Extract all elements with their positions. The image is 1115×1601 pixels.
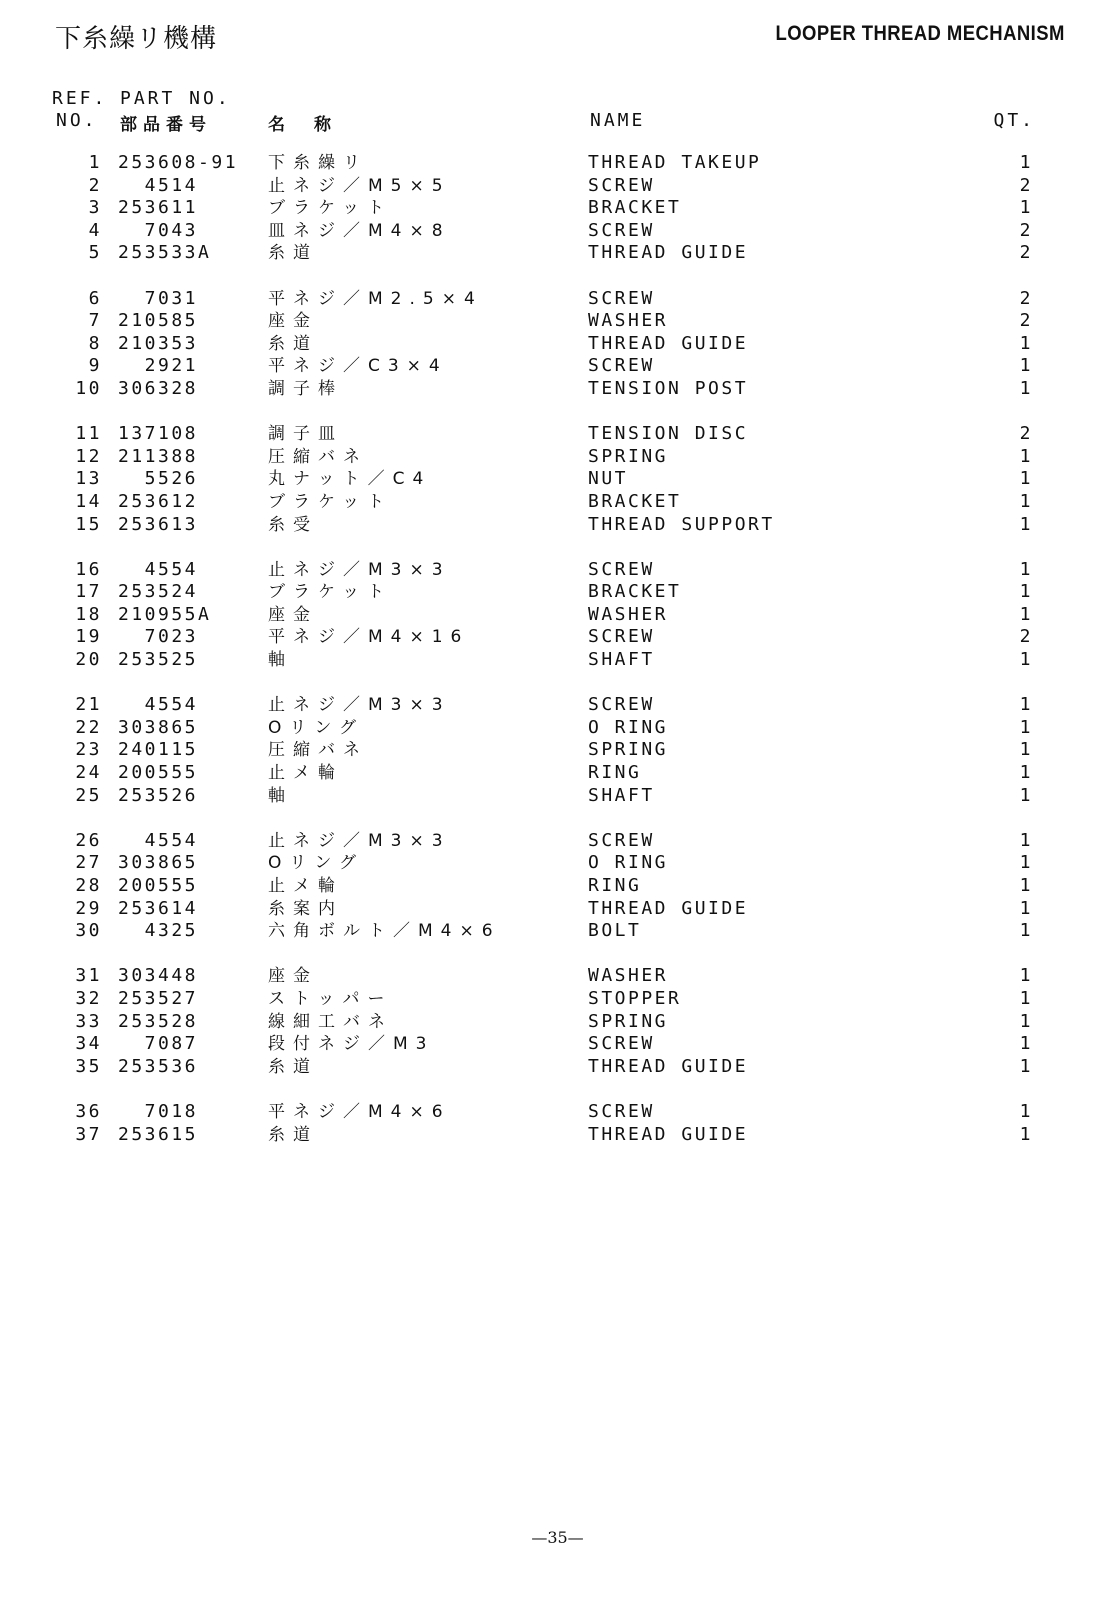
parts-table	[0, 152, 1115, 1146]
ref-number: 11	[75, 423, 102, 445]
ref-number: 8	[88, 332, 102, 354]
part-name: SPRING	[588, 739, 669, 761]
table-row	[0, 762, 1115, 785]
quantity: 1	[1019, 490, 1033, 512]
table-row	[0, 604, 1115, 627]
table-row	[0, 1011, 1115, 1034]
ref-number: 9	[88, 355, 102, 377]
quantity: 1	[1019, 784, 1033, 806]
ref-number: 33	[75, 1010, 102, 1032]
part-number: 4554	[118, 829, 199, 851]
ref-number: 37	[75, 1123, 102, 1145]
part-number: 7043	[118, 219, 199, 241]
quantity: 1	[1019, 468, 1033, 490]
table-row	[0, 717, 1115, 740]
part-name: NUT	[588, 468, 629, 490]
ref-number: 25	[75, 784, 102, 806]
part-name: SCREW	[588, 174, 655, 196]
ref-number: 31	[75, 965, 102, 987]
part-name-japanese: 止ネジ／M3×3	[268, 830, 451, 851]
table-row	[0, 581, 1115, 604]
part-name: RING	[588, 762, 642, 784]
part-name: O RING	[588, 716, 669, 738]
ref-number: 26	[75, 829, 102, 851]
table-row	[0, 1056, 1115, 1079]
ref-number: 28	[75, 875, 102, 896]
table-row	[0, 649, 1115, 672]
table-row	[0, 220, 1115, 243]
column-header-part-line1: PART NO.	[120, 88, 231, 109]
quantity: 1	[1019, 762, 1033, 784]
ref-number: 14	[75, 490, 102, 512]
quantity: 1	[1019, 581, 1033, 603]
ref-number: 17	[75, 581, 102, 603]
part-name: BRACKET	[588, 197, 682, 219]
table-row	[0, 694, 1115, 717]
table-row	[0, 242, 1115, 265]
part-number: 253615	[118, 1123, 199, 1145]
part-name-japanese: 糸案内	[268, 898, 343, 919]
table-row	[0, 175, 1115, 198]
part-name-japanese: 六角ボルト／M4×6	[268, 921, 501, 942]
quantity: 1	[1019, 649, 1033, 671]
part-name-japanese: 平ネジ／M2.5×4	[268, 288, 483, 309]
ref-number: 5	[88, 242, 102, 264]
table-row	[0, 965, 1115, 988]
part-number: 7023	[118, 626, 199, 648]
table-row	[0, 491, 1115, 514]
part-name: O RING	[588, 852, 669, 874]
part-name: BRACKET	[588, 581, 682, 603]
table-row	[0, 152, 1115, 175]
ref-number: 20	[75, 649, 102, 671]
part-number: 253613	[118, 513, 199, 535]
table-row	[0, 446, 1115, 469]
quantity: 2	[1019, 242, 1033, 264]
part-number: 240115	[118, 739, 199, 761]
part-number: 2921	[118, 355, 199, 377]
part-number: 303865	[118, 852, 199, 874]
ref-number: 2	[88, 174, 102, 196]
quantity: 1	[1019, 1033, 1033, 1055]
part-name-japanese: 座金	[268, 311, 318, 332]
part-name-japanese: 調子棒	[268, 378, 343, 399]
table-row	[0, 1124, 1115, 1147]
part-name: STOPPER	[588, 987, 682, 1009]
part-name-japanese: 圧縮バネ	[268, 740, 368, 761]
quantity: 1	[1019, 445, 1033, 467]
column-header-qty: QT.	[993, 110, 1035, 131]
quantity: 1	[1019, 152, 1033, 173]
ref-number: 18	[75, 603, 102, 625]
ref-number: 7	[88, 310, 102, 332]
part-number: 210353	[118, 332, 199, 354]
part-number: 253614	[118, 897, 199, 919]
part-number: 7087	[118, 1033, 199, 1055]
part-number: 210585	[118, 310, 199, 332]
table-row	[0, 739, 1115, 762]
part-name: SPRING	[588, 1010, 669, 1032]
part-name-japanese: 平ネジ／M4×6	[268, 1101, 451, 1122]
table-row	[0, 355, 1115, 378]
part-name: BOLT	[588, 920, 642, 942]
quantity: 1	[1019, 332, 1033, 354]
part-name-japanese: 糸道	[268, 243, 318, 264]
part-name: WASHER	[588, 310, 669, 332]
part-number: 211388	[118, 445, 199, 467]
part-name-japanese: 止メ輪	[268, 876, 343, 896]
table-row	[0, 785, 1115, 808]
column-header-name: NAME	[590, 110, 646, 131]
ref-number: 27	[75, 852, 102, 874]
table-row	[0, 920, 1115, 943]
table-row	[0, 1033, 1115, 1056]
part-name-japanese: 皿ネジ／M4×8	[268, 220, 451, 241]
part-name: SPRING	[588, 445, 669, 467]
column-header-name-jp: 名 称	[268, 115, 337, 135]
part-name-japanese: 止メ輪	[268, 763, 343, 784]
part-name-japanese: 糸道	[268, 1056, 318, 1077]
part-name-japanese: 座金	[268, 604, 318, 625]
ref-number: 6	[88, 287, 102, 309]
part-name: THREAD TAKEUP	[588, 152, 762, 173]
part-name: THREAD GUIDE	[588, 1055, 749, 1077]
part-name: SCREW	[588, 626, 655, 648]
part-number: 253536	[118, 1055, 199, 1077]
quantity: 1	[1019, 965, 1033, 987]
column-header-ref-line1: REF.	[52, 88, 108, 109]
part-number: 4514	[118, 174, 199, 196]
part-name-japanese: 下糸繰リ	[268, 153, 368, 173]
quantity: 1	[1019, 875, 1033, 896]
part-number: 303448	[118, 965, 199, 987]
ref-number: 36	[75, 1100, 102, 1122]
quantity: 1	[1019, 603, 1033, 625]
quantity: 1	[1019, 355, 1033, 377]
part-name: THREAD GUIDE	[588, 1123, 749, 1145]
quantity: 1	[1019, 377, 1033, 399]
quantity: 1	[1019, 1100, 1033, 1122]
ref-number: 13	[75, 468, 102, 490]
part-name: RING	[588, 875, 642, 896]
quantity: 2	[1019, 219, 1033, 241]
table-row	[0, 988, 1115, 1011]
quantity: 1	[1019, 1010, 1033, 1032]
part-name-japanese: 軸	[268, 785, 293, 806]
part-name-japanese: ブラケット	[268, 491, 393, 512]
ref-number: 21	[75, 694, 102, 716]
table-row	[0, 626, 1115, 649]
part-name: WASHER	[588, 965, 669, 987]
part-name-japanese: 座金	[268, 966, 318, 987]
table-row	[0, 875, 1115, 898]
ref-number: 34	[75, 1033, 102, 1055]
part-number: 4554	[118, 558, 199, 580]
quantity: 1	[1019, 716, 1033, 738]
part-number: 253527	[118, 987, 199, 1009]
part-number: 253526	[118, 784, 199, 806]
part-number: 253525	[118, 649, 199, 671]
page-number: —35—	[531, 1528, 584, 1547]
ref-number: 22	[75, 716, 102, 738]
column-header-part-line2: 部品番号	[120, 115, 212, 135]
table-row	[0, 423, 1115, 446]
ref-number: 12	[75, 445, 102, 467]
ref-number: 16	[75, 558, 102, 580]
ref-number: 29	[75, 897, 102, 919]
part-number: 7031	[118, 287, 199, 309]
part-name: SCREW	[588, 829, 655, 851]
part-number: 306328	[118, 377, 199, 399]
part-name: SCREW	[588, 1033, 655, 1055]
part-number: 253524	[118, 581, 199, 603]
quantity: 1	[1019, 1123, 1033, 1145]
part-number: 5526	[118, 468, 199, 490]
ref-number: 19	[75, 626, 102, 648]
table-row	[0, 468, 1115, 491]
part-name-japanese: 糸道	[268, 1124, 318, 1145]
table-row	[0, 830, 1115, 853]
quantity: 1	[1019, 513, 1033, 535]
part-name: THREAD GUIDE	[588, 332, 749, 354]
part-number: 4554	[118, 694, 199, 716]
ref-number: 24	[75, 762, 102, 784]
quantity: 2	[1019, 174, 1033, 196]
part-name-japanese: 糸道	[268, 333, 318, 354]
quantity: 1	[1019, 920, 1033, 942]
page-title-japanese: 下糸繰リ機構	[55, 24, 218, 54]
part-name: SCREW	[588, 694, 655, 716]
ref-number: 10	[75, 377, 102, 399]
ref-number: 23	[75, 739, 102, 761]
part-number: 253528	[118, 1010, 199, 1032]
part-name-japanese: ブラケット	[268, 582, 393, 603]
part-number: 253533A	[118, 242, 212, 264]
part-name: BRACKET	[588, 490, 682, 512]
ref-number: 4	[88, 219, 102, 241]
quantity: 1	[1019, 197, 1033, 219]
part-name: SCREW	[588, 1100, 655, 1122]
part-name-japanese: 止ネジ／M3×3	[268, 559, 451, 580]
part-name: TENSION POST	[588, 377, 749, 399]
table-row	[0, 333, 1115, 356]
part-number: 253612	[118, 490, 199, 512]
page-title-english: LOOPER THREAD MECHANISM	[775, 22, 1065, 45]
part-name-japanese: 止ネジ／M3×3	[268, 695, 451, 716]
part-name-japanese: 段付ネジ／M3	[268, 1034, 435, 1055]
part-name: SHAFT	[588, 649, 655, 671]
quantity: 1	[1019, 897, 1033, 919]
part-name-japanese: 丸ナット／C4	[268, 469, 432, 490]
part-name: THREAD SUPPORT	[588, 513, 775, 535]
part-name-japanese: Oリング	[268, 717, 365, 738]
quantity: 1	[1019, 739, 1033, 761]
part-name: SCREW	[588, 287, 655, 309]
part-number: 4325	[118, 920, 199, 942]
part-number: 7018	[118, 1100, 199, 1122]
column-header-ref-line2: NO.	[56, 110, 98, 131]
part-name: SHAFT	[588, 784, 655, 806]
part-number: 200555	[118, 875, 199, 896]
part-number: 303865	[118, 716, 199, 738]
part-number: 253611	[118, 197, 199, 219]
table-row	[0, 898, 1115, 921]
table-row	[0, 197, 1115, 220]
part-name-japanese: ブラケット	[268, 198, 393, 219]
quantity: 1	[1019, 829, 1033, 851]
ref-number: 30	[75, 920, 102, 942]
part-name-japanese: 軸	[268, 650, 293, 671]
table-row	[0, 852, 1115, 875]
part-name: WASHER	[588, 603, 669, 625]
part-number: 200555	[118, 762, 199, 784]
part-name: SCREW	[588, 355, 655, 377]
ref-number: 3	[88, 197, 102, 219]
part-name: TENSION DISC	[588, 423, 749, 445]
quantity: 1	[1019, 1055, 1033, 1077]
quantity: 2	[1019, 626, 1033, 648]
table-row	[0, 378, 1115, 401]
table-row	[0, 514, 1115, 537]
part-number: 210955A	[118, 603, 212, 625]
part-name-japanese: 調子皿	[268, 424, 343, 445]
part-number: 137108	[118, 423, 199, 445]
quantity: 2	[1019, 423, 1033, 445]
quantity: 1	[1019, 852, 1033, 874]
part-name-japanese: Oリング	[268, 853, 365, 874]
quantity: 1	[1019, 558, 1033, 580]
part-name-japanese: 平ネジ／M4×16	[268, 627, 470, 648]
part-name: THREAD GUIDE	[588, 897, 749, 919]
quantity: 2	[1019, 287, 1033, 309]
quantity: 1	[1019, 987, 1033, 1009]
part-name: SCREW	[588, 219, 655, 241]
table-row	[0, 310, 1115, 333]
ref-number: 15	[75, 513, 102, 535]
ref-number: 32	[75, 987, 102, 1009]
part-number: 253608-91	[118, 152, 239, 173]
part-name-japanese: 圧縮バネ	[268, 446, 368, 467]
table-row	[0, 559, 1115, 582]
part-name: SCREW	[588, 558, 655, 580]
part-name-japanese: 止ネジ／M5×5	[268, 175, 451, 196]
part-name-japanese: 線細工バネ	[268, 1011, 393, 1032]
table-row	[0, 288, 1115, 311]
table-row	[0, 1101, 1115, 1124]
part-name: THREAD GUIDE	[588, 242, 749, 264]
quantity: 2	[1019, 310, 1033, 332]
ref-number: 35	[75, 1055, 102, 1077]
ref-number: 1	[88, 152, 102, 173]
part-name-japanese: ストッパー	[268, 988, 393, 1009]
part-name-japanese: 糸受	[268, 514, 318, 535]
quantity: 1	[1019, 694, 1033, 716]
part-name-japanese: 平ネジ／C3×4	[268, 356, 448, 377]
